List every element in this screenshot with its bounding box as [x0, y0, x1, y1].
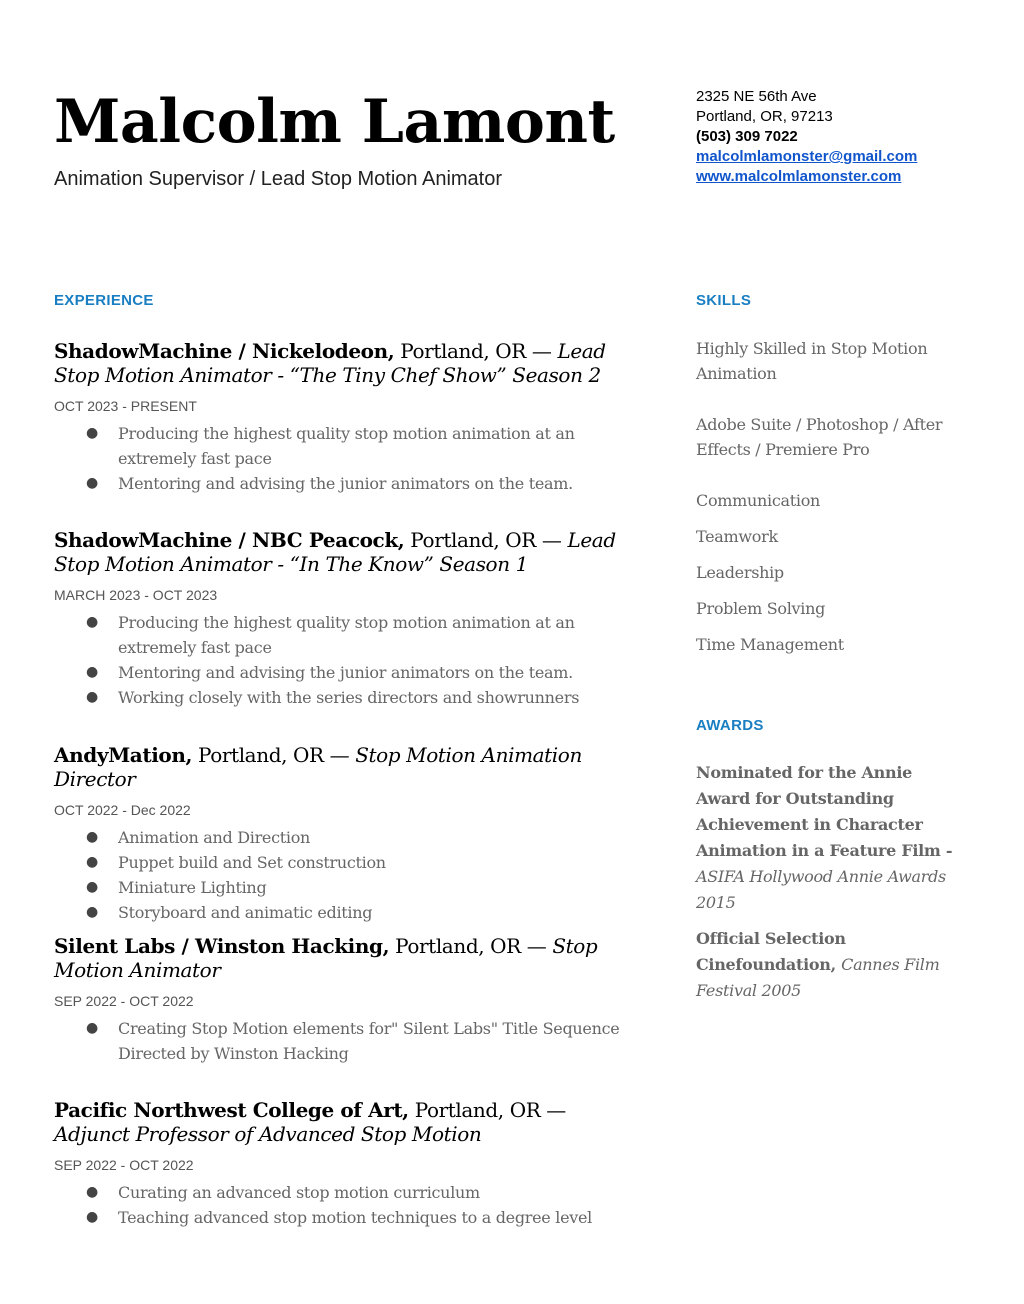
bullet-icon: ●	[86, 425, 98, 441]
contact-block	[696, 87, 917, 187]
job-dates: OCT 2023 - PRESENT	[54, 398, 197, 414]
company-name: ShadowMachine / Nickelodeon,	[54, 339, 395, 363]
bullet-icon: ●	[86, 614, 98, 630]
job-location: Portland, OR —	[394, 339, 558, 363]
job-bullet: ● Mentoring and advising the junior animators on the team.	[54, 660, 644, 685]
bullet-icon: ●	[86, 879, 98, 895]
job-role: Adjunct Professor of Advanced Stop Motion	[54, 1122, 482, 1146]
experience-entry	[54, 528, 644, 710]
skill-item: Problem Solving	[696, 599, 826, 618]
bullet-icon: ●	[86, 1184, 98, 1200]
job-location: Portland, OR —	[389, 934, 553, 958]
address-street: 2325 NE 56th Ave	[696, 88, 817, 105]
award-item	[696, 926, 966, 1004]
bullet-icon: ●	[86, 854, 98, 870]
skill-item: Leadership	[696, 563, 784, 582]
job-bullet: ● Miniature Lighting	[54, 875, 644, 900]
job-bullet: ● Storyboard and animatic editing	[54, 900, 644, 925]
job-dates: OCT 2022 - Dec 2022	[54, 802, 191, 818]
company-name: AndyMation,	[54, 743, 193, 767]
award-title: Nominated for the Annie Award for Outstanding Achievement in Character Animation in a Feature Film -	[696, 763, 953, 860]
job-heading	[54, 743, 644, 791]
phone-number: (503) 309 7022	[696, 128, 798, 145]
experience-heading: EXPERIENCE	[54, 292, 154, 309]
experience-entry	[54, 743, 644, 925]
job-bullet: ● Producing the highest quality stop motion animation at an extremely fast pace	[54, 421, 644, 471]
job-role: Stop Motion Animator	[54, 934, 598, 982]
bullet-icon: ●	[86, 904, 98, 920]
skills-list	[696, 336, 976, 657]
bullet-icon: ●	[86, 829, 98, 845]
skill-item: Communication	[696, 491, 821, 510]
experience-entry	[54, 339, 644, 496]
skill-item: Highly Skilled in Stop Motion Animation	[696, 339, 928, 383]
job-role: Lead Stop Motion Animator - “The Tiny Chef Show” Season 2	[54, 339, 606, 387]
candidate-name: Malcolm Lamont	[54, 87, 615, 157]
skill-item: Teamwork	[696, 527, 778, 546]
email-link[interactable]: malcolmlamonster@gmail.com	[696, 148, 918, 165]
experience-entry	[54, 1098, 644, 1230]
job-bullets	[54, 1016, 644, 1066]
award-source: ASIFA Hollywood Annie Awards 2015	[696, 867, 946, 912]
job-dates: SEP 2022 - OCT 2022	[54, 993, 194, 1009]
job-tagline: Animation Supervisor / Lead Stop Motion Animator	[54, 168, 503, 190]
bullet-icon: ●	[86, 1020, 98, 1036]
bullet-icon: ●	[86, 664, 98, 680]
award-source: Cannes Film Festival 2005	[696, 955, 940, 1000]
job-location: Portland, OR —	[408, 1098, 566, 1122]
website-link[interactable]: www.malcolmlamonster.com	[696, 168, 902, 185]
company-name: Silent Labs / Winston Hacking,	[54, 934, 390, 958]
company-name: Pacific Northwest College of Art,	[54, 1098, 409, 1122]
job-bullets	[54, 825, 644, 925]
job-bullet: ● Animation and Direction	[54, 825, 644, 850]
company-name: ShadowMachine / NBC Peacock,	[54, 528, 405, 552]
job-heading	[54, 1098, 644, 1146]
job-role: Stop Motion Animation Director	[54, 743, 582, 791]
job-bullet: ● Mentoring and advising the junior animators on the team.	[54, 471, 644, 496]
awards-list	[696, 760, 966, 1004]
awards-heading: AWARDS	[696, 717, 764, 734]
job-bullets	[54, 610, 644, 710]
skill-item: Adobe Suite / Photoshop / After Effects / Premiere Pro	[696, 415, 943, 459]
award-item	[696, 760, 966, 916]
job-bullet: ● Creating Stop Motion elements for" Silent Labs" Title Sequence Directed by Winston Hacking	[54, 1016, 644, 1066]
job-dates: MARCH 2023 - OCT 2023	[54, 587, 218, 603]
bullet-icon: ●	[86, 475, 98, 491]
job-heading	[54, 528, 644, 576]
job-bullets	[54, 1180, 644, 1230]
skill-item: Time Management	[696, 635, 844, 654]
job-location: Portland, OR —	[404, 528, 568, 552]
bullet-icon: ●	[86, 1209, 98, 1225]
job-bullet: ● Teaching advanced stop motion techniques to a degree level	[54, 1205, 644, 1230]
job-bullet: ● Curating an advanced stop motion curriculum	[54, 1180, 644, 1205]
job-heading	[54, 339, 644, 387]
address-city: Portland, OR, 97213	[696, 108, 833, 125]
job-role: Lead Stop Motion Animator - “In The Know” Season 1	[54, 528, 616, 576]
skills-heading: SKILLS	[696, 292, 752, 309]
job-bullet: ● Working closely with the series directors and showrunners	[54, 685, 644, 710]
experience-entry	[54, 934, 644, 1066]
job-bullets	[54, 421, 644, 496]
job-bullet: ● Producing the highest quality stop motion animation at an extremely fast pace	[54, 610, 644, 660]
job-bullet: ● Puppet build and Set construction	[54, 850, 644, 875]
award-title: Official Selection Cinefoundation,	[696, 929, 846, 974]
job-location: Portland, OR —	[192, 743, 356, 767]
bullet-icon: ●	[86, 689, 98, 705]
job-heading	[54, 934, 644, 982]
job-dates: SEP 2022 - OCT 2022	[54, 1157, 194, 1173]
